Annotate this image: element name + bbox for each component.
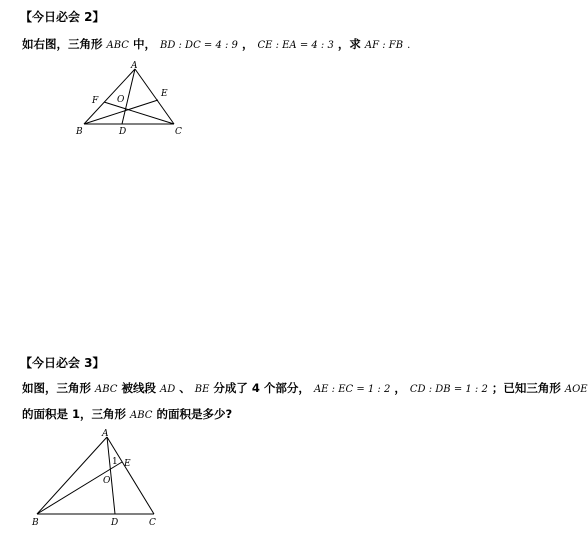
problem-1-text-3: ，求 — [337, 37, 361, 51]
problem-2-text-7: 的面积是多少? — [156, 407, 233, 421]
separator: ， — [241, 37, 254, 51]
area-label-1: 1 — [112, 457, 118, 467]
label-b: B — [76, 127, 83, 137]
label-o: O — [103, 476, 111, 486]
label-b: B — [32, 518, 39, 528]
side-ab — [37, 437, 107, 514]
problem-2-text-2: 被线段 — [121, 381, 156, 395]
ratio-bd-dc: BD : DC = 4 : 9 — [159, 40, 238, 51]
label-d: D — [119, 127, 127, 137]
label-a: A — [131, 61, 138, 71]
label-a: A — [102, 429, 109, 439]
problem-2-text-6: 的面积是 1，三角形 — [22, 407, 127, 421]
period: . — [407, 40, 411, 51]
label-d: D — [111, 518, 119, 528]
triangle-aoe-name: AOE — [564, 384, 588, 395]
ratio-cd-db: CD : DB = 1 : 2 — [409, 384, 488, 395]
problem-2-text-1: 如图，三角形 — [22, 381, 91, 395]
label-e: E — [124, 459, 131, 469]
label-f: F — [92, 96, 99, 106]
segment-be: BE — [194, 384, 210, 395]
triangle-name: ABC — [130, 410, 153, 421]
triangle-name: ABC — [106, 40, 129, 51]
problem-1-text-2: 中， — [132, 37, 156, 51]
triangle-name: ABC — [95, 384, 118, 395]
ratio-ce-ea: CE : EA = 4 : 3 — [257, 40, 334, 51]
segment-be-line — [37, 462, 122, 514]
ratio-ae-ec: AE : EC = 1 : 2 — [313, 384, 391, 395]
problem-2-text-5: ；已知三角形 — [491, 381, 561, 395]
problem-1-header: 【今日必会 2】 — [20, 10, 105, 24]
label-e: E — [161, 89, 168, 99]
label-c: C — [175, 127, 182, 137]
separator: ， — [394, 381, 406, 395]
label-o: O — [117, 95, 125, 105]
segment-ad: AD — [159, 384, 176, 395]
label-c: C — [149, 518, 156, 528]
ratio-af-fb: AF : FB — [364, 40, 404, 51]
problem-2-text-3: 、 — [179, 381, 191, 395]
problem-2-header: 【今日必会 3】 — [20, 356, 105, 370]
problem-2-text-4: 分成了 4 个部分， — [213, 381, 310, 395]
problem-1-text-1: 如右图，三角形 — [22, 37, 103, 51]
